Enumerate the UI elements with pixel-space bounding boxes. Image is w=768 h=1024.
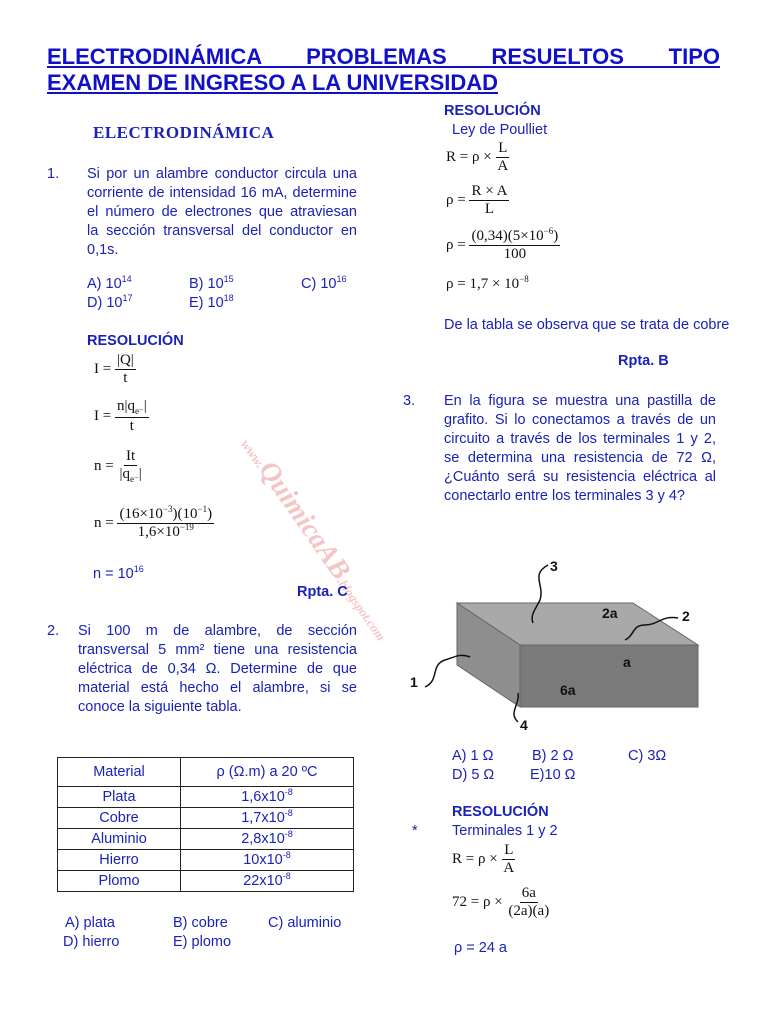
p2-eq-rho: ρ = $\frac{R \times A}{L}$ bbox=[446, 183, 508, 217]
section-heading: ELECTRODINÁMICA bbox=[93, 123, 275, 142]
document-title-line1: ELECTRODINÁMICA PROBLEMAS RESUELTOS TIPO bbox=[47, 44, 720, 69]
problem3-resolution-label: RESOLUCIÓN bbox=[452, 804, 549, 820]
p1-result-base: n = 10 bbox=[93, 566, 134, 582]
p3-option-c: C) 3Ω bbox=[628, 748, 667, 764]
table-header-resistivity: ρ (Ω.m) a 20 ºC bbox=[181, 758, 354, 787]
table-cell-material: Hierro bbox=[58, 850, 181, 871]
p2-eq-rho-values: ρ = $\frac{(0,34)(5\times 10^{-6})}{100}$ bbox=[446, 226, 559, 262]
problem3-text: En la figura se muestra una pastilla de grafito. Si lo conectamos a través de un circuito a través de los terminales 1 y 2, se determina una resistencia de 72 Ω, ¿Cuánto será su resistencia eléctrica al conectarlo entre los terminales 3 y 4? bbox=[444, 393, 716, 504]
p1-option-e-exp: 18 bbox=[223, 293, 234, 303]
problem1-number: 1. bbox=[47, 166, 60, 182]
p2-option-e: E) plomo bbox=[173, 934, 232, 950]
table-row bbox=[58, 850, 354, 871]
table-cell-value: $22x10^{-8}$ bbox=[181, 871, 354, 892]
table-cell-material: Aluminio bbox=[58, 829, 181, 850]
label-terminal-2: 2 bbox=[682, 608, 690, 624]
problem2-text: Si 100 m de alambre, de sección transversal 5 mm² tiene una resistencia eléctrica de 0,34 Ω. Determine de que material está hecho el alambre, si se conoce la siguiente tabla. bbox=[78, 623, 357, 715]
p1-option-b-exp: 15 bbox=[223, 274, 234, 284]
table-row bbox=[58, 787, 354, 808]
label-terminal-3: 3 bbox=[550, 558, 558, 574]
label-dim-2a: 2a bbox=[602, 605, 618, 621]
table-cell-material: Plomo bbox=[58, 871, 181, 892]
p1-eq-n-values: n = $\frac{(16\times 10^{-3})(10^{-1})}{1,6\times 10^{-19}}$ bbox=[94, 504, 213, 540]
table-row bbox=[58, 871, 354, 892]
p3-eq-resistance: R = ρ × $\frac{L}{A}$ bbox=[452, 842, 515, 876]
p3-option-a: A) 1 Ω bbox=[452, 748, 494, 764]
problem1-result bbox=[93, 565, 144, 584]
block-side-face bbox=[520, 645, 698, 707]
p1-option-a: A) 10 bbox=[87, 276, 122, 292]
table-header-material: Material bbox=[58, 758, 181, 787]
p3-option-b: B) 2 Ω bbox=[532, 748, 574, 764]
p2-option-b: B) cobre bbox=[173, 915, 228, 931]
problem2-conclusion: De la tabla se observa que se trata de cobre bbox=[444, 317, 730, 333]
table-cell-value: $10x10^{-8}$ bbox=[181, 850, 354, 871]
p1-option-b: B) 10 bbox=[189, 276, 224, 292]
p2-option-d: D) hierro bbox=[63, 934, 120, 950]
problem1-answer: Rpta. C bbox=[297, 584, 348, 600]
p1-eq-current-electrons: I = $\frac{n|q_{e^-}|}{t}$ bbox=[94, 398, 147, 434]
p1-result-exp: 16 bbox=[133, 564, 144, 574]
p3-option-d: D) 5 Ω bbox=[452, 767, 495, 783]
problem2-resolution-law: Ley de Poulliet bbox=[452, 122, 548, 138]
problem3-result: ρ = 24 a bbox=[454, 940, 507, 956]
problem2-number: 2. bbox=[47, 623, 60, 639]
table-row bbox=[58, 829, 354, 850]
p1-eq-current: I = $\frac{|Q|}{t}$ bbox=[94, 352, 134, 386]
problem1-options bbox=[87, 275, 367, 313]
table-row bbox=[58, 808, 354, 829]
table-cell-value: $2,8x10^{-8}$ bbox=[181, 829, 354, 850]
p1-option-a-exp: 14 bbox=[121, 274, 132, 284]
p1-option-e: E) 10 bbox=[189, 295, 224, 311]
problem1-resolution-label: RESOLUCIÓN bbox=[87, 333, 184, 349]
p1-option-d: D) 10 bbox=[87, 295, 123, 311]
table-cell-material: Cobre bbox=[58, 808, 181, 829]
p2-eq-rho-result: $\rho = 1,7 \times 10^{-8}$ bbox=[446, 274, 529, 292]
problem2-answer: Rpta. B bbox=[618, 353, 669, 369]
problem2-options bbox=[65, 914, 365, 952]
watermark-brand: QuimicaAB bbox=[252, 455, 357, 586]
label-dim-a: a bbox=[623, 654, 631, 670]
p1-option-c-exp: 16 bbox=[336, 274, 347, 284]
table-cell-material: Plata bbox=[58, 787, 181, 808]
problem3-number: 3. bbox=[403, 393, 416, 409]
document-title-line2: EXAMEN DE INGRESO A LA UNIVERSIDAD bbox=[47, 70, 499, 95]
p3-option-e: E)10 Ω bbox=[530, 767, 576, 783]
p2-option-a: A) plata bbox=[65, 915, 115, 931]
graphite-block-figure bbox=[400, 555, 720, 745]
table-cell-value: $1,7x10^{-8}$ bbox=[181, 808, 354, 829]
problem3-options bbox=[452, 747, 732, 785]
table-cell-value: $1,6x10^{-8}$ bbox=[181, 787, 354, 808]
p1-option-c: C) 10 bbox=[301, 276, 337, 292]
label-terminal-1: 1 bbox=[410, 674, 418, 690]
label-terminal-4: 4 bbox=[520, 717, 528, 733]
problem3-step: Terminales 1 y 2 bbox=[452, 823, 558, 839]
p1-option-d-exp: 17 bbox=[122, 293, 133, 303]
watermark bbox=[234, 430, 399, 646]
p3-eq-substitution: 72 = ρ × $\frac{6a}{(2a)(a)}$ bbox=[452, 885, 550, 919]
problem2-resolution-label: RESOLUCIÓN bbox=[444, 103, 541, 119]
p2-option-c: C) aluminio bbox=[268, 915, 342, 931]
p2-eq-resistance: R = ρ × $\frac{L}{A}$ bbox=[446, 140, 509, 174]
watermark-prefix: www. bbox=[237, 437, 268, 472]
label-dim-6a: 6a bbox=[560, 682, 576, 698]
table-header-row bbox=[58, 758, 354, 787]
material-table bbox=[57, 757, 354, 892]
p1-eq-n: n = $\frac{It}{|q_{e^-}|}$ bbox=[94, 448, 142, 484]
problem1-text: Si por un alambre conductor circula una corriente de intensidad 16 mA, determine el número de electrones que atraviesan la sección transversal del conductor en 0,1s. bbox=[87, 166, 357, 258]
watermark-suffix: .blogspot.com bbox=[334, 574, 389, 644]
problem3-bullet: * bbox=[412, 823, 418, 839]
